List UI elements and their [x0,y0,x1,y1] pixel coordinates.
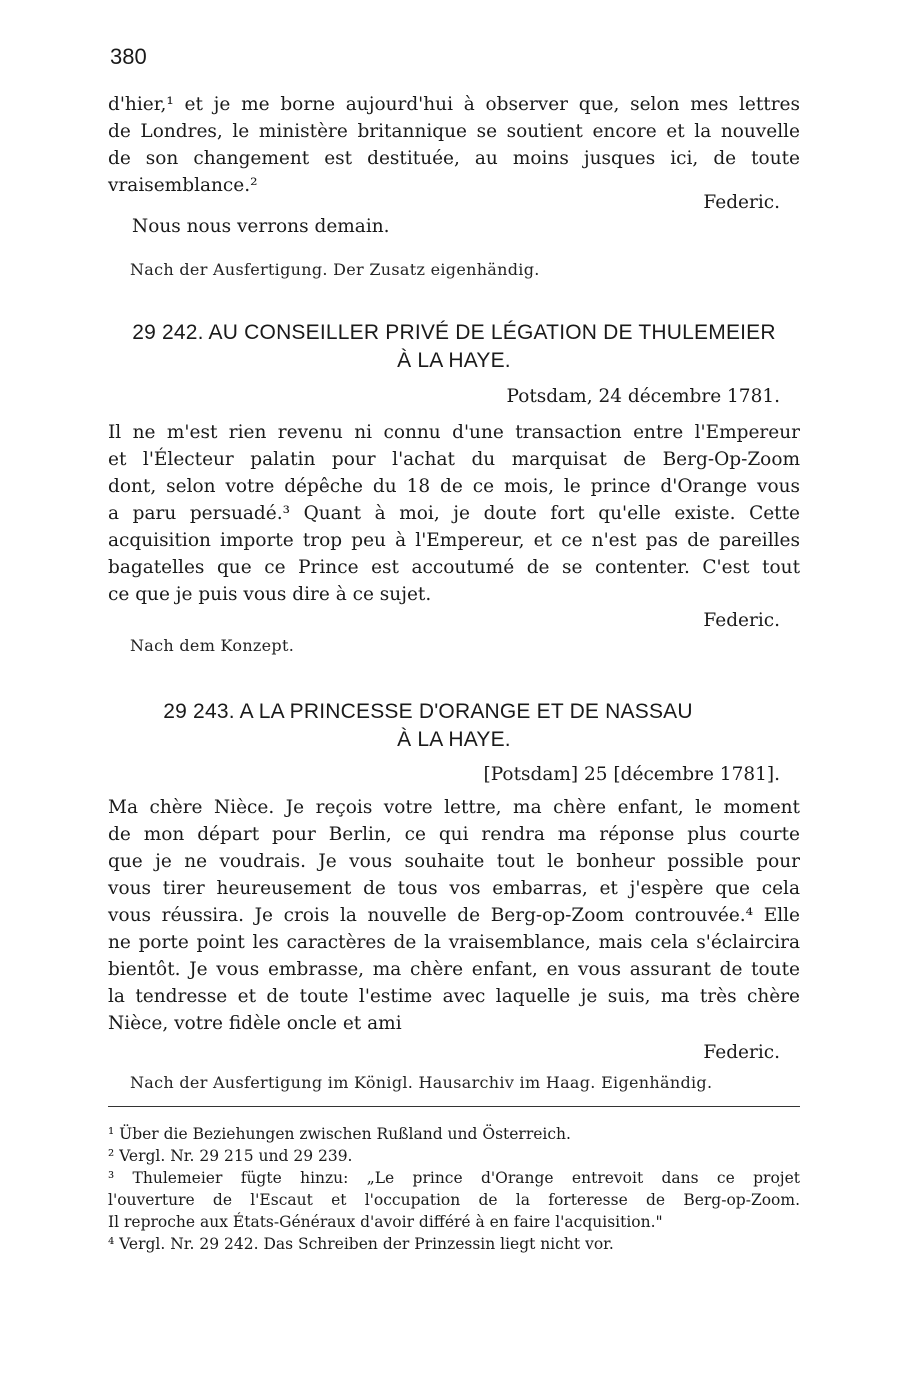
text-line: a paru persuadé.³ Quant à moi, je doute fort qu'elle existe. Cette [108,503,800,524]
text-line: Nièce, votre fidèle oncle et ami [108,1013,402,1034]
source-note: Nach dem Konzept. [130,636,295,655]
text-line: la tendresse et de toute l'estime avec laquelle je suis, ma très chère [108,986,800,1007]
text-line: d'hier,¹ et je me borne aujourd'hui à observer que, selon mes lettres [108,94,800,115]
letter-heading: 29 242. AU CONSEILLER PRIVÉ DE LÉGATION DE THULEMEIER [132,321,776,344]
text-line: vous réussira. Je crois la nouvelle de Berg-op-Zoom controuvée.⁴ Elle [108,905,800,926]
source-note: Nach der Ausfertigung. Der Zusatz eigenhändig. [130,260,540,279]
footnote: ⁴ Vergl. Nr. 29 242. Das Schreiben der Prinzessin liegt nicht vor. [108,1235,614,1253]
footnote: Il reproche aux États-Généraux d'avoir différé à en faire l'acquisition." [108,1213,663,1231]
signature: Federic. [703,192,780,213]
text-line: bagatelles que ce Prince est accoutumé de se contenter. C'est tout [108,557,800,578]
text-line: vraisemblance.² [108,175,258,196]
footnote-divider [108,1106,800,1107]
text-line: dont, selon votre dépêche du 18 de ce mois, le prince d'Orange vous [108,476,800,497]
text-line: ce que je puis vous dire à ce sujet. [108,584,432,605]
source-note: Nach der Ausfertigung im Königl. Hausarchiv im Haag. Eigenhändig. [130,1073,713,1092]
footnote: l'ouverture de l'Escaut et l'occupation de la forteresse de Berg-op-Zoom. [108,1191,800,1209]
text-line: acquisition importe trop peu à l'Empereur, et ce n'est pas de pareilles [108,530,800,551]
text-line: vous tirer heureusement de tous vos embarras, et j'espère que cela [108,878,800,899]
text-line: Ma chère Nièce. Je reçois votre lettre, ma chère enfant, le moment [108,797,800,818]
text-line: de Londres, le ministère britannique se soutient encore et la nouvelle [108,121,800,142]
letter-heading-place: À LA HAYE. [397,728,511,751]
page-number: 380 [110,44,147,69]
letter-heading-place: À LA HAYE. [397,349,511,372]
footnote: ³ Thulemeier fügte hinzu: „Le prince d'Orange entrevoit dans ce projet [108,1169,800,1187]
text-line: que je ne voudrais. Je vous souhaite tout le bonheur possible pour [108,851,800,872]
text-line: et l'Électeur palatin pour l'achat du marquisat de Berg-Op-Zoom [108,449,800,470]
postscript: Nous nous verrons demain. [132,216,390,237]
text-line: ne porte point les caractères de la vraisemblance, mais cela s'éclaircira [108,932,800,953]
signature: Federic. [703,610,780,631]
place-date: Potsdam, 24 décembre 1781. [506,386,780,407]
signature: Federic. [703,1042,780,1063]
text-line: de son changement est destituée, au moins jusques ici, de toute [108,148,800,169]
text-line: de mon départ pour Berlin, ce qui rendra ma réponse plus courte [108,824,800,845]
footnote: ¹ Über die Beziehungen zwischen Rußland und Österreich. [108,1125,571,1143]
place-date: [Potsdam] 25 [décembre 1781]. [483,764,780,785]
text-line: bientôt. Je vous embrasse, ma chère enfant, en vous assurant de toute [108,959,800,980]
letter-heading: 29 243. A LA PRINCESSE D'ORANGE ET DE NASSAU [163,700,693,723]
footnote: ² Vergl. Nr. 29 215 und 29 239. [108,1147,353,1165]
text-line: Il ne m'est rien revenu ni connu d'une transaction entre l'Empereur [108,422,800,443]
